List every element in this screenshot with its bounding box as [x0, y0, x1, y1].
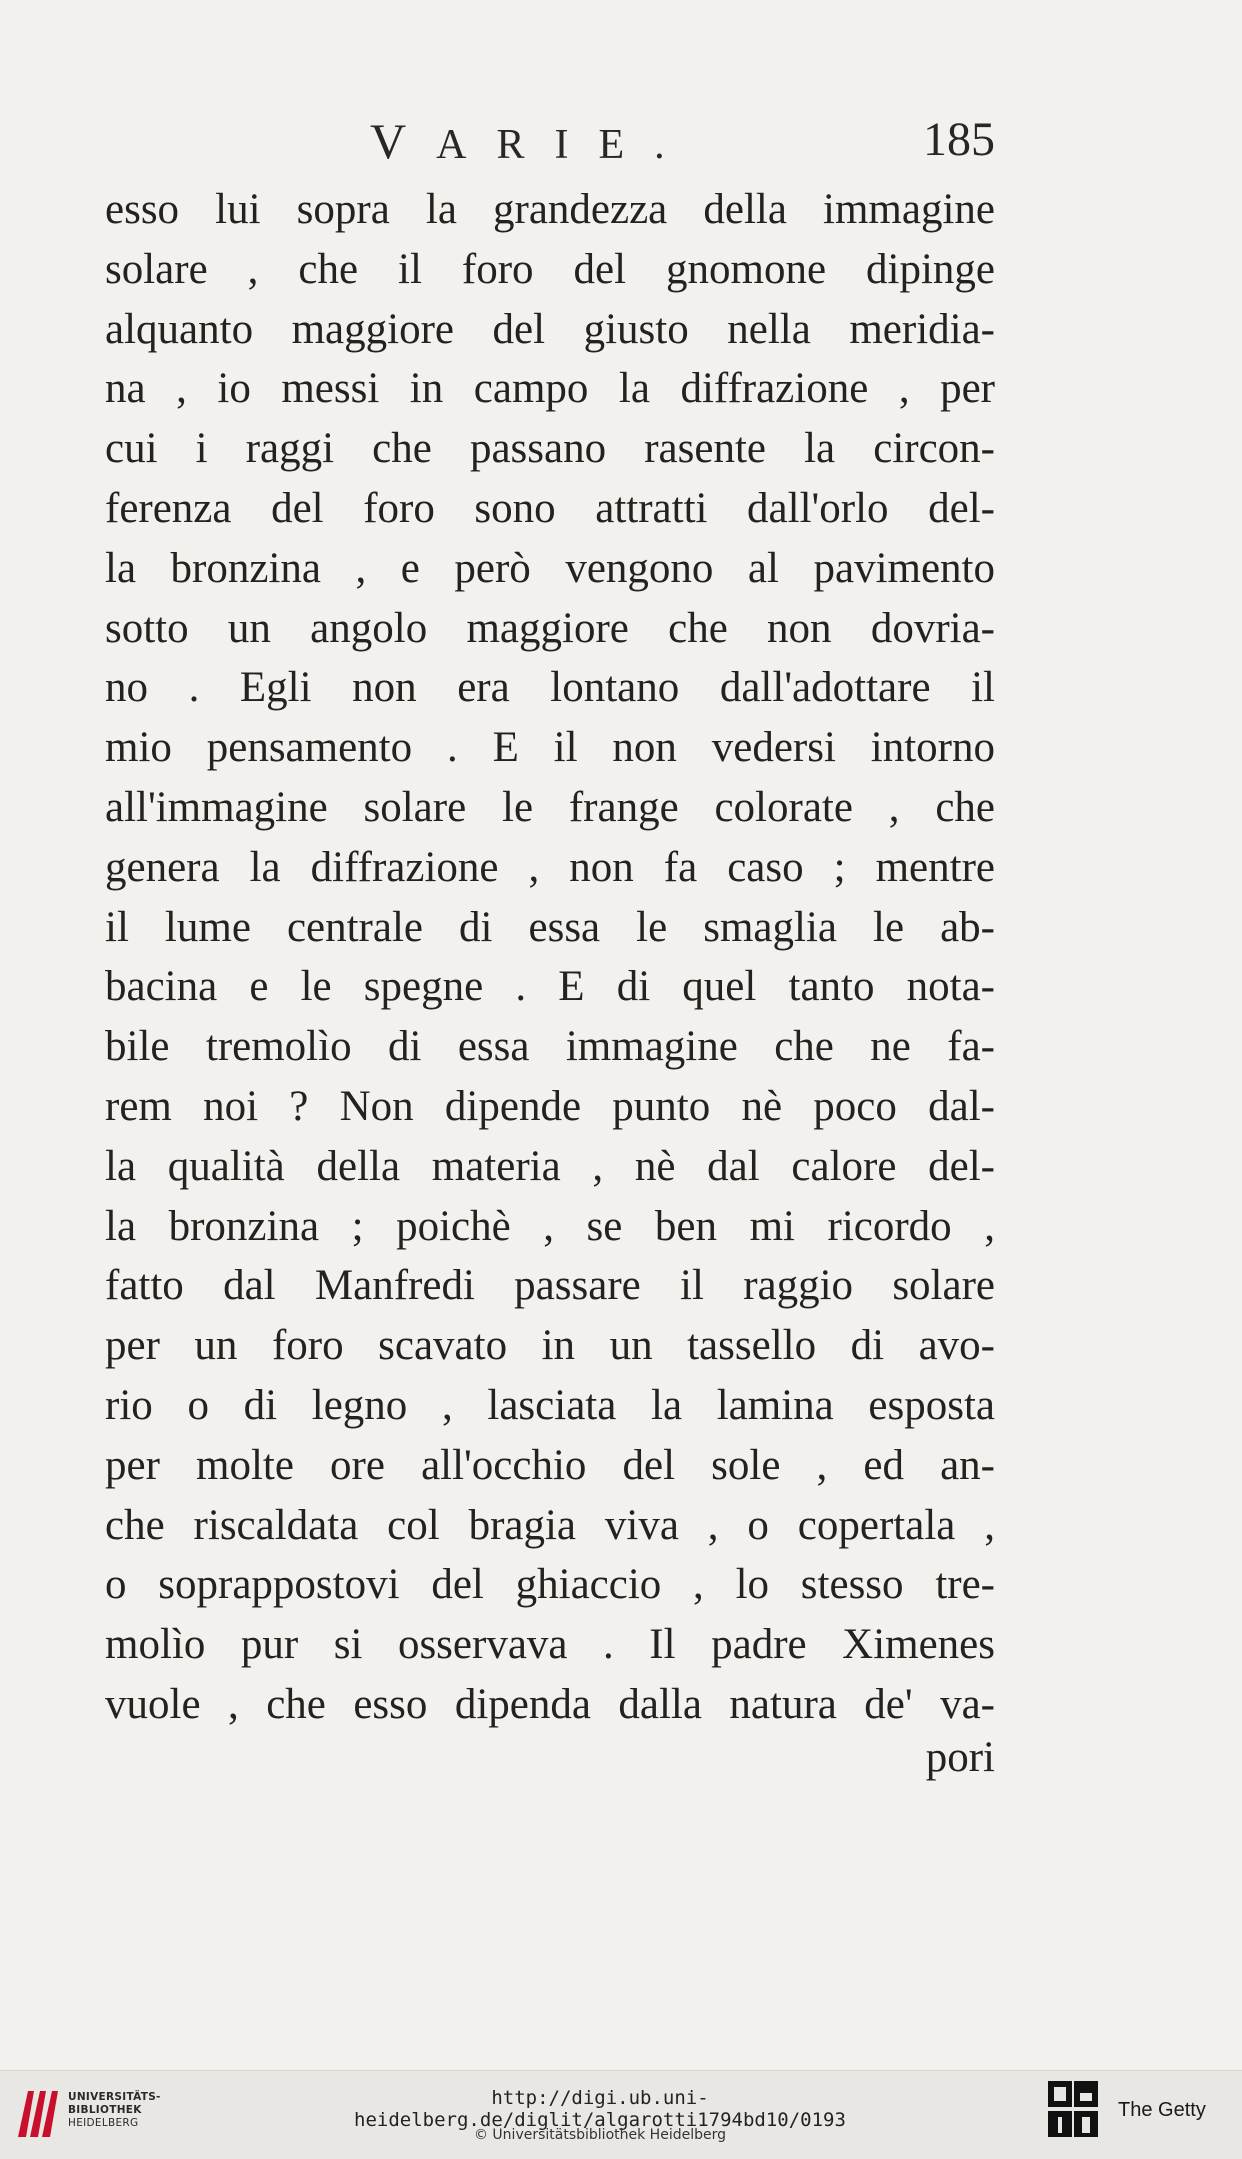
body-text [105, 180, 995, 1735]
university-library-name [68, 2091, 161, 2130]
text-line: la bronzina , e però vengono al pavimento [105, 544, 995, 592]
text-line: solare , che il foro del gnomone dipinge [105, 245, 995, 293]
text-line: no . Egli non era lontano dall'adottare il [105, 664, 995, 712]
getty-logo-icon[interactable] [1046, 2079, 1100, 2145]
page-number: 185 [923, 113, 995, 166]
text-line: vuole , che esso dipenda dalla natura de' va- [105, 1680, 995, 1728]
text-line: bacina e le spegne . E di quel tanto nota- [105, 963, 995, 1011]
text-line: ferenza del foro sono attratti dall'orlo del- [105, 484, 995, 532]
copyright-notice: © Universitätsbibliothek Heidelberg [473, 2127, 726, 2143]
text-line: rio o di legno , lasciata la lamina esposta [105, 1381, 995, 1429]
library-name-line-3: HEIDELBERG [68, 2117, 139, 2129]
text-line: il lume centrale di essa le smaglia le ab- [105, 903, 995, 951]
text-line: la qualità della materia , nè dal calore del- [105, 1142, 995, 1190]
text-line: esso lui sopra la grandezza della immagine [105, 186, 995, 233]
running-title [370, 112, 695, 170]
text-line: all'immagine solare le frange colorate , che [105, 783, 995, 831]
text-line: o soprappostovi del ghiaccio , lo stesso tre- [105, 1561, 995, 1609]
text-line: che riscaldata col bragia viva , o copertala , [105, 1501, 995, 1549]
running-head [105, 112, 995, 172]
permalink-url[interactable]: http://digi.ub.uni-heidelberg.de/diglit/algarotti1794bd10/0193 [354, 2087, 846, 2131]
text-line: cui i raggi che passano rasente la circon- [105, 425, 995, 473]
text-line: bile tremolìo di essa immagine che ne fa- [105, 1023, 995, 1071]
viewer-footer [0, 2070, 1242, 2159]
text-line: fatto dal Manfredi passare il raggio solare [105, 1262, 995, 1310]
library-name-line-1: UNIVERSITÄTS- [68, 2091, 161, 2103]
running-title-initial: V [370, 113, 437, 169]
text-line: sotto un angolo maggiore che non dovria- [105, 604, 995, 652]
text-line: na , io messi in campo la diffrazione , per [105, 365, 995, 413]
text-line: alquanto maggiore del giusto nella meridia- [105, 305, 995, 353]
text-line: per un foro scavato in un tassello di avo- [105, 1322, 995, 1370]
catchword: pori [925, 1734, 995, 1781]
text-line: la bronzina ; poichè , se ben mi ricordo , [105, 1202, 995, 1250]
text-line: mio pensamento . E il non vedersi intorno [105, 724, 995, 772]
text-line: genera la diffrazione , non fa caso ; mentre [105, 843, 995, 891]
library-name-line-2: BIBLIOTHEK [68, 2104, 142, 2116]
running-title-rest: ARIE. [436, 122, 695, 168]
text-line: rem noi ? Non dipende punto nè poco dal- [105, 1082, 995, 1130]
university-library-logo-icon[interactable] [12, 2085, 62, 2141]
text-line: molìo pur si osservava . Il padre Ximenes [105, 1621, 995, 1669]
getty-label: The Getty [1118, 2099, 1206, 2121]
text-line: per molte ore all'occhio del sole , ed an- [105, 1441, 995, 1489]
